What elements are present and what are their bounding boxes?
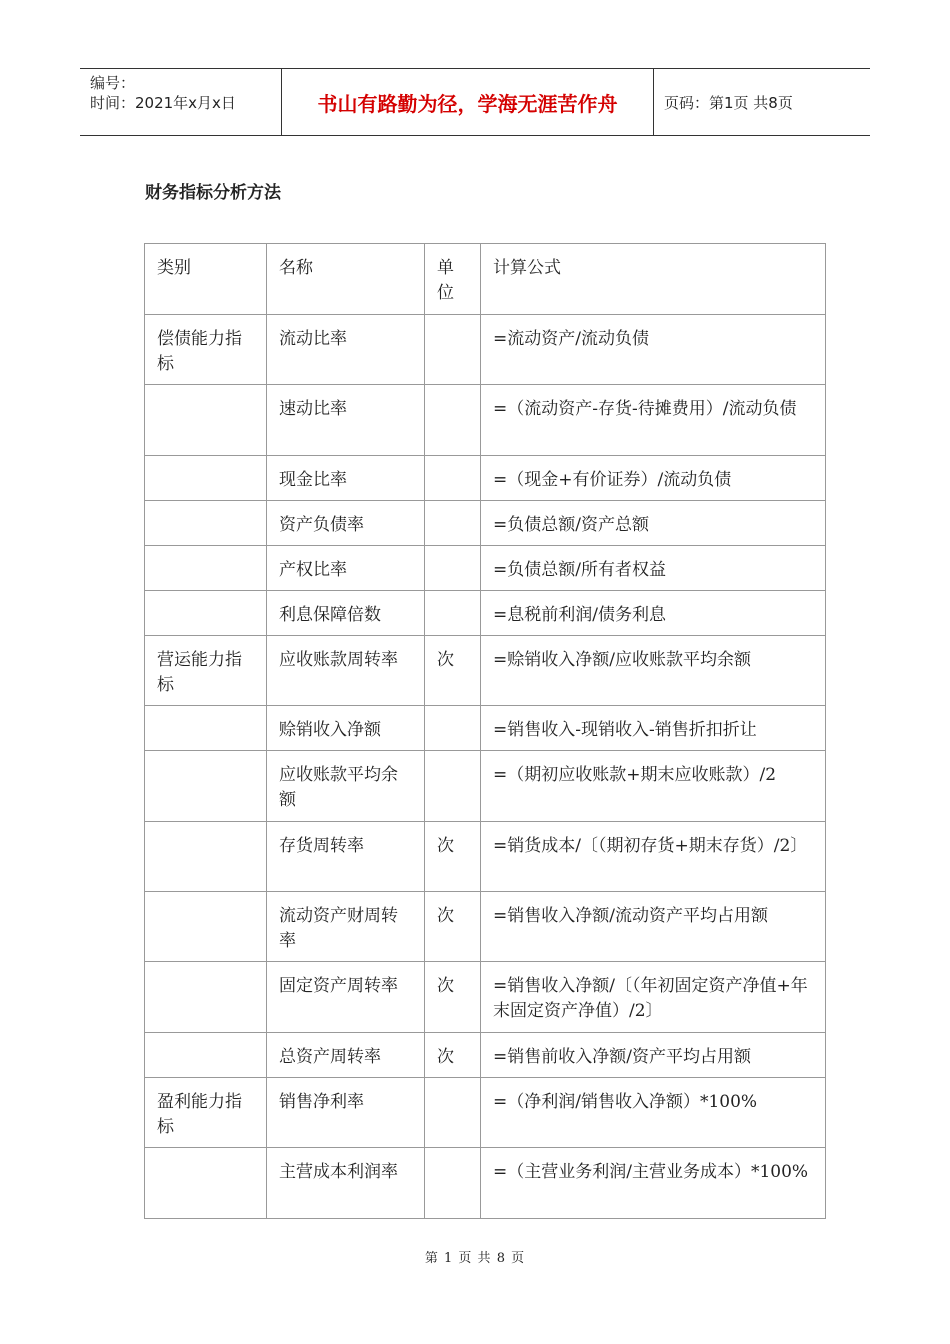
row-formula: =（流动资产-存货-待摊费用）/流动负债	[481, 385, 826, 456]
header-page-info: 页码：第1页 共8页	[664, 93, 793, 112]
page-header	[80, 68, 870, 136]
row-formula: =负债总额/所有者权益	[481, 546, 826, 591]
row-formula: =（现金+有价证券）/流动负债	[481, 456, 826, 501]
table-row	[145, 546, 826, 591]
row-category	[145, 962, 267, 1033]
table-row	[145, 822, 826, 892]
row-formula: =（主营业务利润/主营业务成本）*100%	[481, 1148, 826, 1219]
table-row	[145, 1148, 826, 1219]
financial-indicators-table	[144, 243, 826, 1219]
row-name: 应收账款平均余额	[267, 751, 425, 822]
table-row	[145, 636, 826, 706]
row-name: 存货周转率	[267, 822, 425, 892]
table-header-row	[145, 244, 826, 315]
row-formula: =流动资产/流动负债	[481, 315, 826, 385]
table-row	[145, 962, 826, 1033]
row-category	[145, 706, 267, 751]
row-formula: =销售前收入净额/资产平均占用额	[481, 1033, 826, 1078]
row-category	[145, 1148, 267, 1219]
row-unit	[425, 546, 481, 591]
row-unit	[425, 751, 481, 822]
row-name: 流动比率	[267, 315, 425, 385]
table-row	[145, 892, 826, 962]
table-row	[145, 591, 826, 636]
row-name: 销售净利率	[267, 1078, 425, 1148]
row-category: 营运能力指标	[145, 636, 267, 706]
row-formula: =销售收入净额/〔（年初固定资产净值+年末固定资产净值）/2〕	[481, 962, 826, 1033]
header-meta	[80, 69, 282, 135]
table-row	[145, 385, 826, 456]
row-category	[145, 822, 267, 892]
row-unit	[425, 706, 481, 751]
row-unit	[425, 1148, 481, 1219]
row-category: 盈利能力指标	[145, 1078, 267, 1148]
row-formula: =赊销收入净额/应收账款平均余额	[481, 636, 826, 706]
row-name: 总资产周转率	[267, 1033, 425, 1078]
row-unit	[425, 385, 481, 456]
row-formula: =销售收入-现销收入-销售折扣折让	[481, 706, 826, 751]
row-unit: 次	[425, 962, 481, 1033]
row-category	[145, 892, 267, 962]
row-unit: 次	[425, 636, 481, 706]
row-category: 偿债能力指标	[145, 315, 267, 385]
header-motto: 书山有路勤为径，学海无涯苦作舟	[282, 69, 654, 135]
header-category: 类别	[145, 244, 267, 315]
row-unit	[425, 1078, 481, 1148]
row-category	[145, 591, 267, 636]
row-name: 资产负债率	[267, 501, 425, 546]
row-name: 利息保障倍数	[267, 591, 425, 636]
table-row	[145, 706, 826, 751]
row-name: 主营成本利润率	[267, 1148, 425, 1219]
table-row	[145, 1078, 826, 1148]
row-name: 应收账款周转率	[267, 636, 425, 706]
time-label: 时间：2021年x月x日	[90, 94, 236, 112]
table-row	[145, 501, 826, 546]
row-name: 赊销收入净额	[267, 706, 425, 751]
document-title: 财务指标分析方法	[145, 183, 281, 203]
table-row	[145, 456, 826, 501]
row-name: 现金比率	[267, 456, 425, 501]
row-formula: =（净利润/销售收入净额）*100%	[481, 1078, 826, 1148]
row-category	[145, 546, 267, 591]
serial-label: 编号：	[90, 74, 136, 92]
row-unit	[425, 501, 481, 546]
row-category	[145, 456, 267, 501]
row-unit	[425, 456, 481, 501]
row-formula: =（期初应收账款+期末应收账款）/2	[481, 751, 826, 822]
row-formula: =息税前利润/债务利息	[481, 591, 826, 636]
row-name: 产权比率	[267, 546, 425, 591]
row-unit: 次	[425, 892, 481, 962]
row-unit	[425, 315, 481, 385]
row-unit: 次	[425, 822, 481, 892]
row-unit: 次	[425, 1033, 481, 1078]
row-name: 速动比率	[267, 385, 425, 456]
row-category	[145, 1033, 267, 1078]
table-row	[145, 315, 826, 385]
table-row	[145, 751, 826, 822]
row-formula: =销货成本/〔（期初存货+期末存货）/2〕	[481, 822, 826, 892]
row-name: 固定资产周转率	[267, 962, 425, 1033]
row-name: 流动资产财周转率	[267, 892, 425, 962]
row-formula: =销售收入净额/流动资产平均占用额	[481, 892, 826, 962]
row-formula: =负债总额/资产总额	[481, 501, 826, 546]
row-category	[145, 501, 267, 546]
row-category	[145, 385, 267, 456]
header-formula: 计算公式	[481, 244, 826, 315]
header-name: 名称	[267, 244, 425, 315]
page-footer: 第 1 页 共 8 页	[424, 1251, 526, 1266]
row-unit	[425, 591, 481, 636]
header-unit: 单位	[425, 244, 481, 315]
table-row	[145, 1033, 826, 1078]
row-category	[145, 751, 267, 822]
